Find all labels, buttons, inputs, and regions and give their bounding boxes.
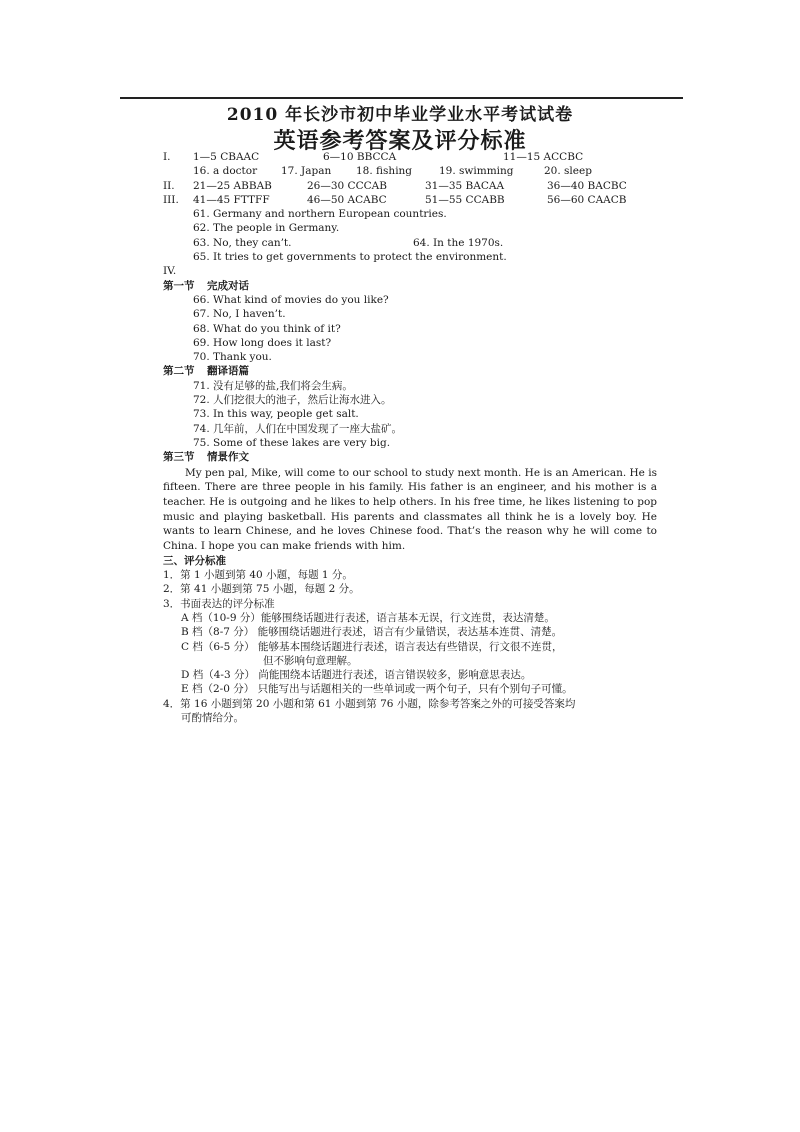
section-label: 第三节 (163, 451, 195, 464)
answer-group: 6—10 BBCCA (323, 151, 397, 163)
answer-line (163, 236, 663, 250)
answer-68: 68. What do you think of it? (193, 322, 341, 335)
translate-line (163, 436, 663, 450)
answer-69: 69. How long does it last? (193, 336, 332, 349)
fill-answer: 16. a doctor (193, 165, 258, 178)
grade-e: E 档（2-0 分） 只能写出与话题相关的一些单词或一两个句子，只有个别句子可懂。 (181, 683, 573, 696)
grade-line (163, 625, 663, 639)
answer-group: 21—25 ABBAB (193, 179, 272, 192)
part1-row (163, 150, 663, 164)
answer-body (163, 150, 663, 725)
answer-66: 66. What kind of movies do you like? (193, 293, 389, 306)
document-title: 2010 年长沙市初中毕业学业水平考试试卷 (226, 105, 574, 125)
dialog-line (163, 307, 663, 321)
answer-group: 56—60 CAACB (547, 193, 627, 206)
grade-b: B 档（8-7 分） 能够围绕话题进行表述，语言有少量错误，表达基本连贯、清楚。 (181, 626, 563, 639)
grade-line (163, 682, 663, 696)
part1-roman: I. (163, 151, 171, 163)
answer-72: 72. 人们挖很大的池子，然后让海水进入。 (193, 394, 392, 407)
top-rule (120, 97, 683, 99)
answer-line (163, 207, 663, 221)
scoring-line (163, 568, 663, 582)
answer-group: 31—35 BACAA (425, 179, 505, 192)
grade-line (163, 668, 663, 682)
section-label: 第二节 (163, 365, 195, 378)
scoring-line (163, 582, 663, 596)
part3-roman: III. (163, 193, 179, 206)
answer-line (163, 221, 663, 235)
fill-answer: 18. fishing (356, 165, 413, 178)
section-title: 情景作文 (207, 451, 249, 464)
section-label: 第一节 (163, 279, 195, 292)
part2-row (163, 179, 663, 193)
translate-line (163, 407, 663, 421)
scoring-line (163, 597, 663, 611)
answer-63: 63. No, they can’t. (193, 236, 292, 249)
scoring-item-3: 3．书面表达的评分标准 (163, 597, 275, 610)
grade-line (163, 611, 663, 625)
answer-group: 1—5 CBAAC (193, 151, 260, 163)
dialog-line (163, 350, 663, 364)
essay-text: My pen pal, Mike, will come to our school to study next month. He is an American. He is fifteen. There are three people in his family. His father is an engineer, and his mother is a teacher. He is outgoing and he likes to help others. In his free time, he likes listening to pop music and playing basketball. His parents and classmates all think he is a lovely boy. He wants to learn Chinese, and he loves Chinese food. That’s the reason why he will come to China. I hope you can make friends with him. (163, 466, 657, 553)
grade-d: D 档（4-3 分） 尚能围绕本话题进行表述，语言错误较多，影响意思表达。 (181, 669, 532, 682)
translate-line (163, 379, 663, 393)
essay-paragraph (163, 466, 657, 554)
scoring-item-1: 1．第 1 小题到第 40 小题，每题 1 分。 (163, 569, 353, 582)
answer-64: 64. In the 1970s. (413, 236, 504, 249)
answer-71: 71. 没有足够的盐,我们将会生病。 (193, 379, 353, 392)
part4-roman: IV. (163, 265, 177, 278)
dialog-line (163, 293, 663, 307)
answer-62: 62. The people in Germany. (193, 222, 340, 235)
part3-row (163, 193, 663, 207)
grade-c: C 档（6-5 分） 能够基本围绕话题进行表述，语言表达有些错误，行文很不连贯， (181, 640, 563, 653)
grade-c-cont: 但不影响句意理解。 (263, 654, 358, 667)
section-heading (163, 364, 663, 378)
answer-group: 41—45 FTTFF (193, 193, 270, 206)
section-title: 翻译语篇 (207, 365, 249, 378)
answer-line (163, 250, 663, 264)
scoring-line (163, 711, 663, 725)
part4-row (163, 264, 663, 278)
answer-group: 26—30 CCCAB (307, 179, 387, 192)
scoring-item-4: 4．第 16 小题到第 20 小题和第 61 小题到第 76 小题，除参考答案之外的可接受答案均 (163, 697, 576, 710)
part1-fill-row (163, 164, 663, 178)
scoring-title: 三、评分标准 (163, 554, 226, 567)
section-heading (163, 279, 663, 293)
fill-answer: 20. sleep (544, 165, 592, 178)
grade-line (163, 640, 663, 654)
answer-group: 36—40 BACBC (547, 179, 627, 192)
dialog-line (163, 336, 663, 350)
translate-line (163, 393, 663, 407)
scoring-heading (163, 554, 663, 568)
section-heading (163, 450, 663, 464)
answer-67: 67. No, I haven’t. (193, 308, 286, 321)
fill-answer: 19. swimming (439, 165, 514, 178)
scoring-item-2: 2．第 41 小题到第 75 小题，每题 2 分。 (163, 583, 360, 596)
scoring-item-4-cont: 可酌情给分。 (181, 712, 244, 725)
part2-roman: II. (163, 179, 175, 192)
answer-74: 74. 几年前，人们在中国发现了一座大盐矿。 (193, 422, 403, 435)
document-subtitle: 英语参考答案及评分标准 (273, 128, 527, 154)
grade-line (163, 654, 663, 668)
answer-group: 11—15 ACCBC (503, 151, 584, 163)
fill-answer: 17. Japan (281, 165, 332, 178)
answer-group: 51—55 CCABB (425, 193, 505, 206)
answer-75: 75. Some of these lakes are very big. (193, 436, 391, 449)
dialog-line (163, 322, 663, 336)
scoring-line (163, 697, 663, 711)
answer-61: 61. Germany and northern European countries. (193, 208, 447, 221)
answer-70: 70. Thank you. (193, 351, 272, 364)
answer-73: 73. In this way, people get salt. (193, 408, 359, 421)
translate-line (163, 422, 663, 436)
section-title: 完成对话 (207, 279, 249, 292)
answer-group: 46—50 ACABC (307, 193, 387, 206)
answer-65: 65. It tries to get governments to protect the environment. (193, 251, 507, 264)
grade-a: A 档（10-9 分）能够围绕话题进行表述，语言基本无误，行文连贯，表达清楚。 (181, 611, 555, 624)
